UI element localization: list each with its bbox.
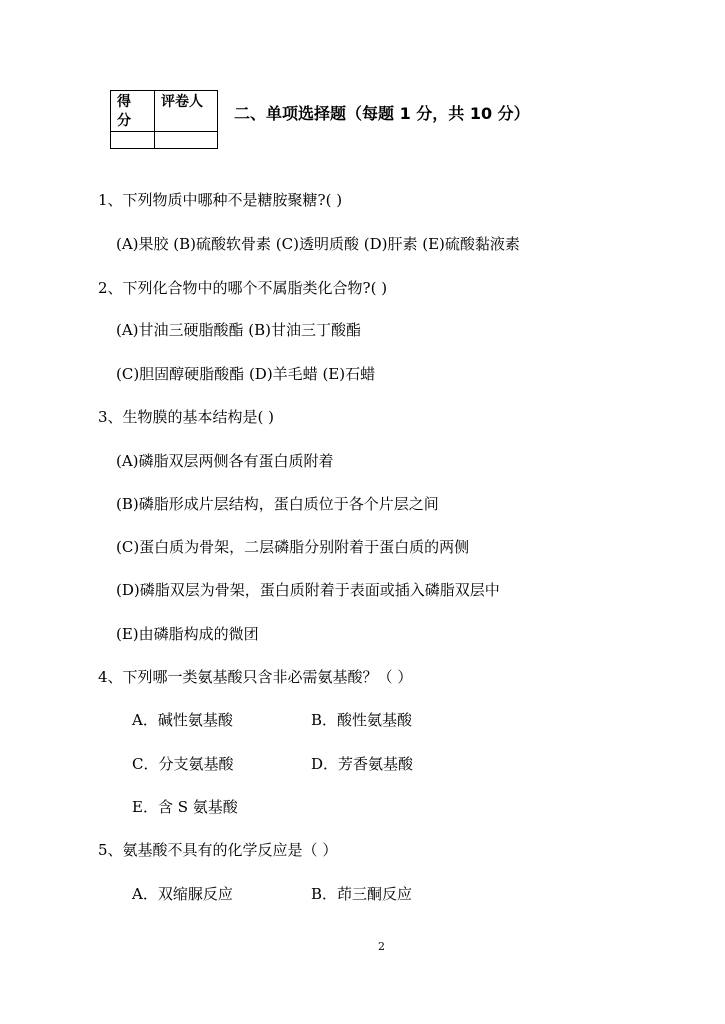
section-title: 二、单项选择题（每题 1 分，共 10 分）: [234, 104, 530, 123]
question-4-option-d: D．芳香氨基酸: [311, 755, 414, 773]
question-3-stem: 3、生物膜的基本结构是( ): [98, 408, 275, 426]
question-5-option-a: A．双缩脲反应: [132, 885, 233, 903]
question-2-options-row1: (A)甘油三硬脂酸酯 (B)甘油三丁酸酯: [116, 321, 362, 339]
question-3-option-d: (D)磷脂双层为骨架，蛋白质附着于表面或插入磷脂双层中: [116, 581, 500, 599]
question-3-option-b: (B)磷脂形成片层结构，蛋白质位于各个片层之间: [116, 495, 439, 513]
question-5-stem: 5、氨基酸不具有的化学反应是（ ）: [98, 841, 338, 859]
score-table: [110, 90, 218, 149]
question-1-options: (A)果胶 (B)硫酸软骨素 (C)透明质酸 (D)肝素 (E)硫酸黏液素: [116, 235, 520, 253]
question-3-option-e: (E)由磷脂构成的微团: [116, 625, 259, 643]
score-header-line2: 分: [117, 113, 131, 129]
question-4-option-b: B．酸性氨基酸: [311, 711, 413, 729]
grader-header: 评卷人: [155, 91, 218, 132]
question-2-stem: 2、下列化合物中的哪个不属脂类化合物?( ): [98, 279, 388, 297]
question-1-stem: 1、下列物质中哪种不是糖胺聚糖?( ): [98, 191, 343, 209]
question-5-option-b: B．茚三酮反应: [311, 885, 413, 903]
score-header: [111, 91, 155, 132]
question-4-stem: 4、下列哪一类氨基酸只含非必需氨基酸？（ ）: [98, 668, 413, 686]
question-4-option-e: E．含 S 氨基酸: [132, 798, 238, 816]
page-number: 2: [378, 940, 385, 953]
score-cell[interactable]: [111, 132, 155, 149]
question-4-option-a: A．碱性氨基酸: [132, 711, 233, 729]
question-3-option-c: (C)蛋白质为骨架，二层磷脂分别附着于蛋白质的两侧: [116, 538, 470, 556]
question-2-options-row2: (C)胆固醇硬脂酸酯 (D)羊毛蜡 (E)石蜡: [116, 365, 376, 383]
grader-cell[interactable]: [155, 132, 218, 149]
question-3-option-a: (A)磷脂双层两侧各有蛋白质附着: [116, 452, 334, 470]
score-header-line1: 得: [117, 94, 131, 110]
question-4-option-c: C．分支氨基酸: [132, 755, 234, 773]
